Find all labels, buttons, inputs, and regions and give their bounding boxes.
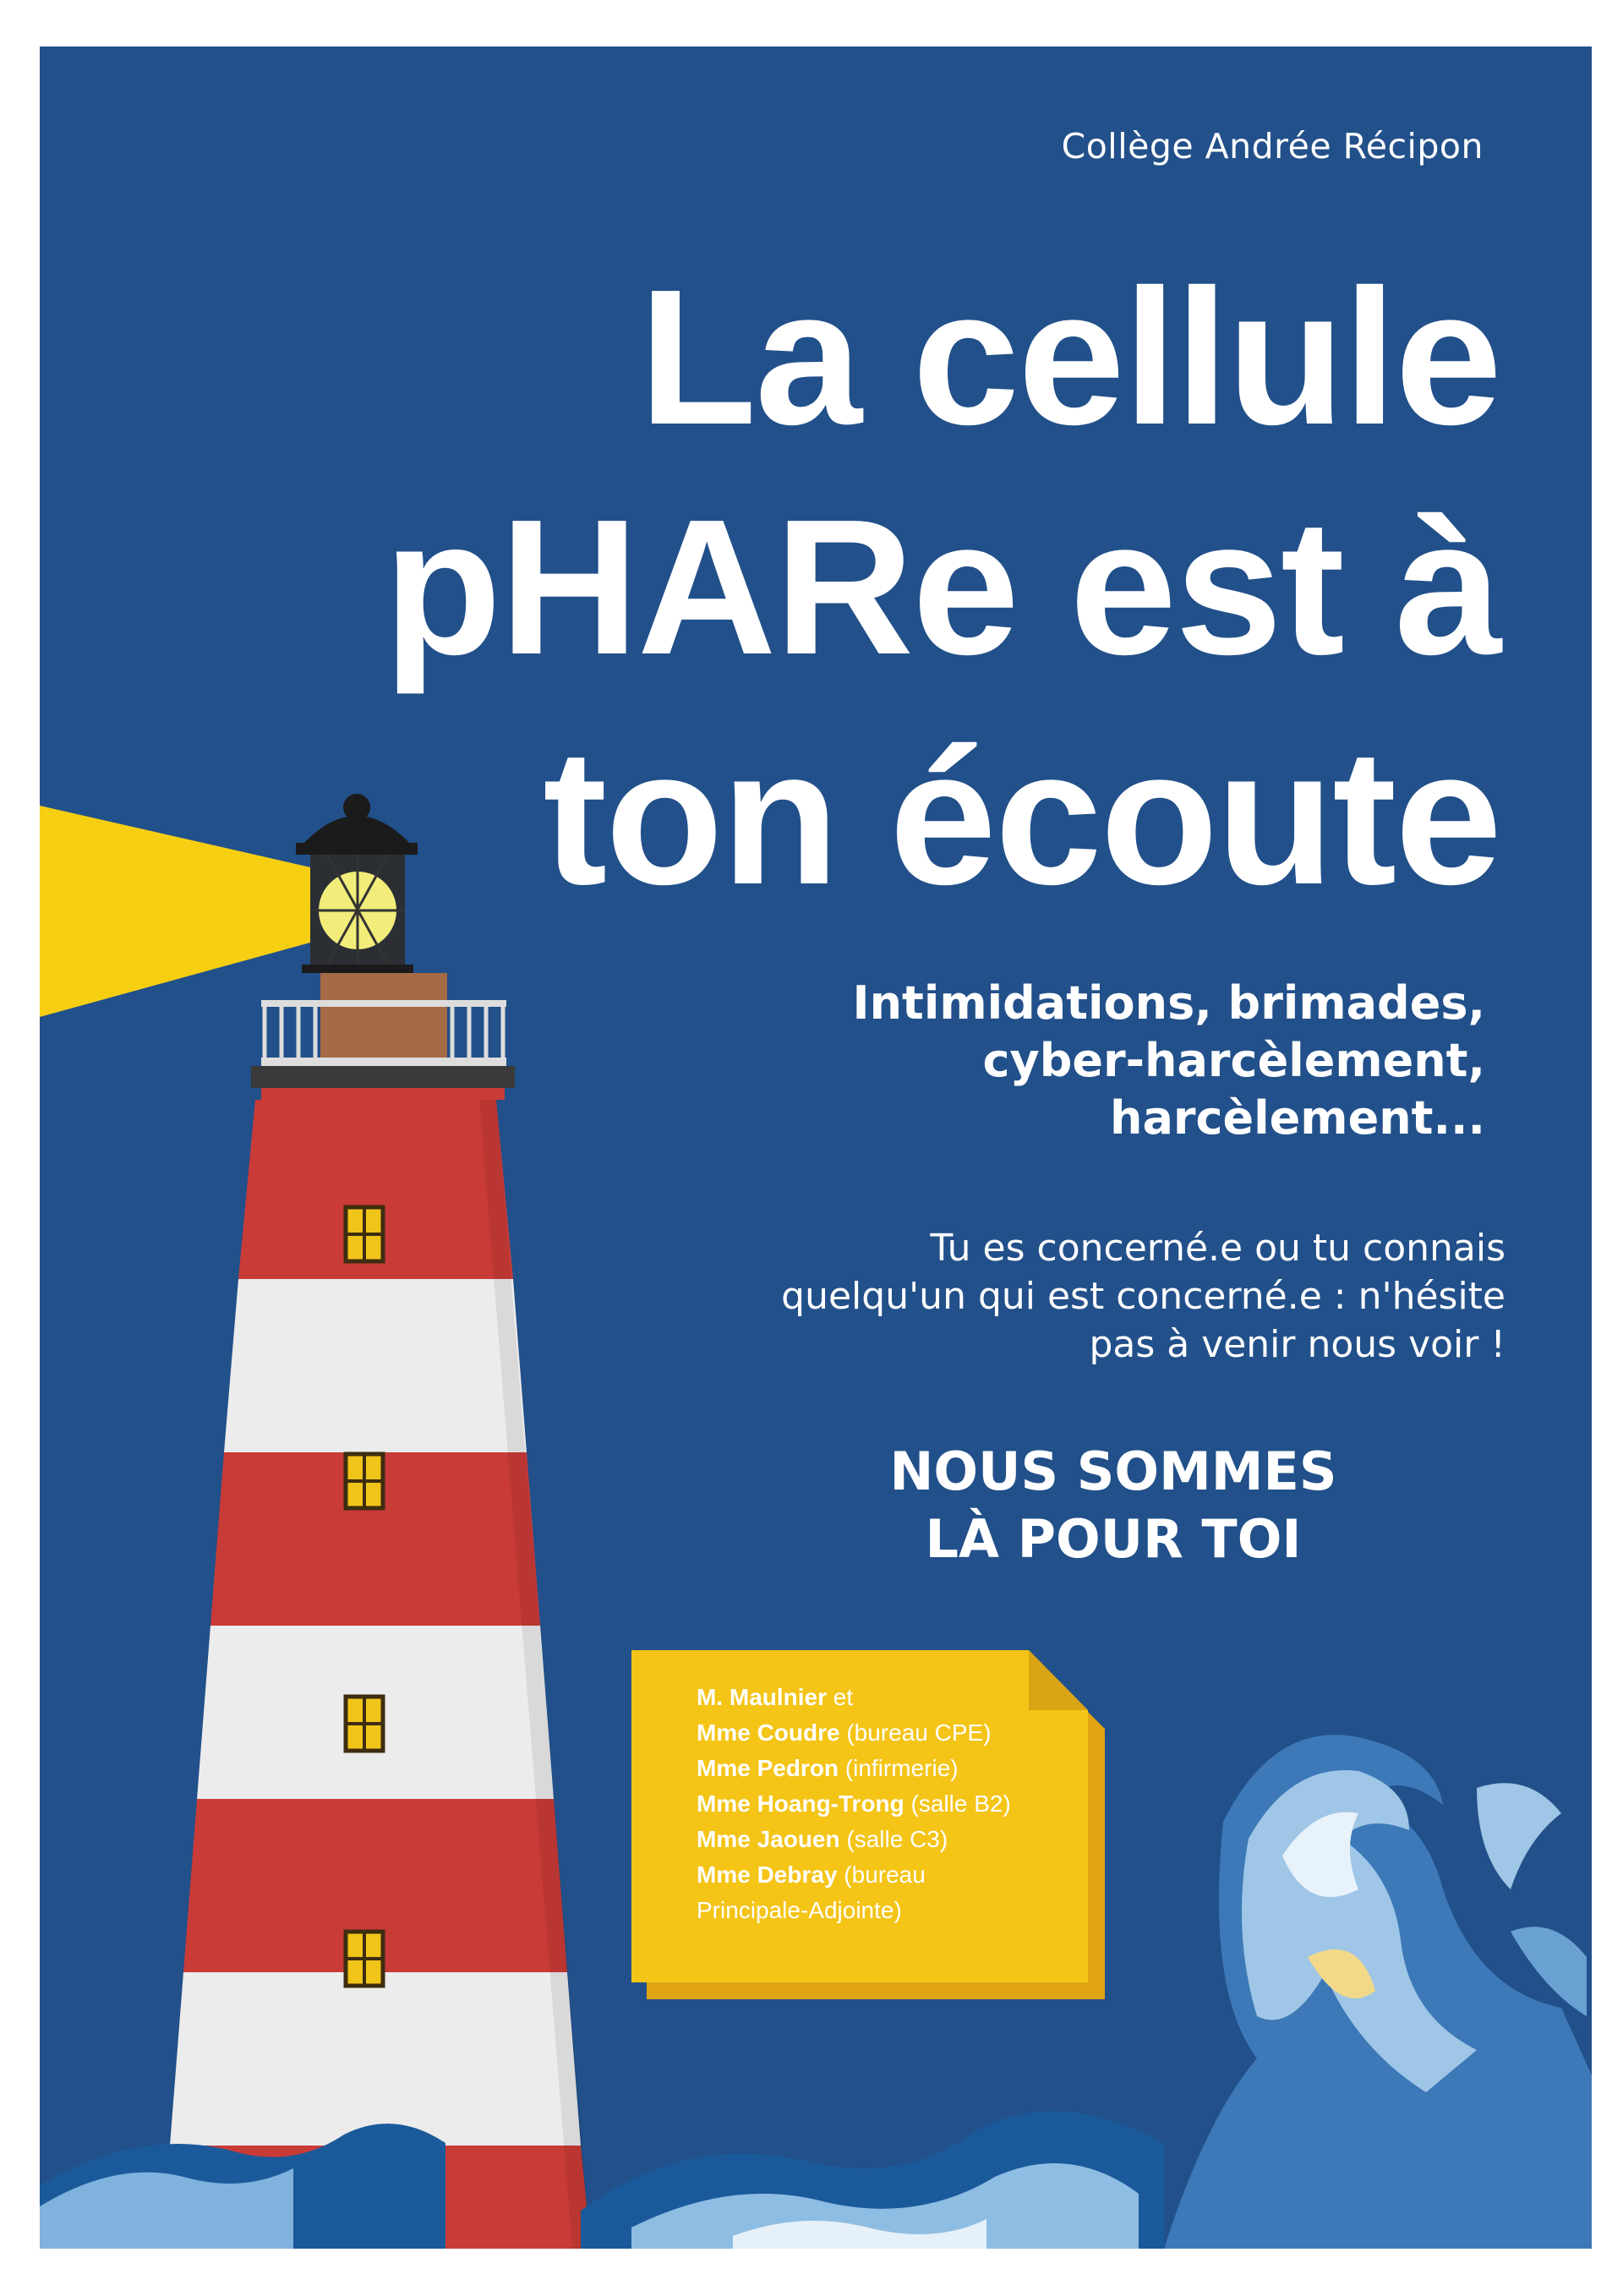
subtitle-line: cyber-harcèlement, xyxy=(982,1034,1485,1087)
contact-row xyxy=(697,1751,1140,1786)
contact-row xyxy=(697,1857,1140,1893)
title-line: pHARe est à xyxy=(383,480,1500,695)
title-line: La cellule xyxy=(638,250,1500,465)
contact-name: M. Maulnier xyxy=(697,1684,828,1710)
contact-row xyxy=(697,1786,1140,1822)
contact-name: Mme Jaouen xyxy=(697,1826,840,1852)
lighthouse-icon xyxy=(160,1100,591,2249)
subtitle-line: harcèlement... xyxy=(1110,1091,1485,1145)
contact-detail: Principale-Adjointe) xyxy=(697,1897,902,1923)
contact-note xyxy=(671,1661,1140,1982)
contact-row xyxy=(697,1680,1140,1715)
contact-name: Mme Hoang-Trong xyxy=(697,1790,904,1817)
contact-row xyxy=(697,1715,1140,1751)
callout-line: LÀ POUR TOI xyxy=(925,1508,1302,1570)
poster-title xyxy=(232,243,1500,932)
body-text xyxy=(576,1224,1506,1369)
school-name: Collège Andrée Récipon xyxy=(1061,126,1484,167)
contact-detail: (infirmerie) xyxy=(839,1755,959,1781)
subtitle xyxy=(640,975,1485,1147)
subtitle-line: Intimidations, brimades, xyxy=(852,976,1485,1030)
contact-name: Mme Debray xyxy=(697,1861,838,1888)
body-line: quelqu'un qui est concerné.e : n'hésite xyxy=(781,1275,1506,1318)
title-line: ton écoute xyxy=(543,710,1500,925)
contact-detail: et xyxy=(827,1684,854,1710)
contact-name: Mme Pedron xyxy=(697,1755,839,1781)
contact-row xyxy=(697,1822,1140,1857)
poster xyxy=(40,46,1592,2249)
contact-detail: (bureau CPE) xyxy=(839,1719,992,1746)
callout xyxy=(792,1438,1434,1573)
contact-name: Mme Coudre xyxy=(697,1719,840,1746)
body-line: pas à venir nous voir ! xyxy=(1089,1323,1506,1366)
callout-line: NOUS SOMMES xyxy=(889,1440,1337,1502)
body-line: Tu es concerné.e ou tu connais xyxy=(930,1227,1506,1270)
contact-row xyxy=(697,1893,1140,1928)
contact-detail: (salle B2) xyxy=(904,1790,1011,1817)
contact-detail: (salle C3) xyxy=(839,1826,948,1852)
contact-detail: (bureau xyxy=(837,1861,926,1888)
